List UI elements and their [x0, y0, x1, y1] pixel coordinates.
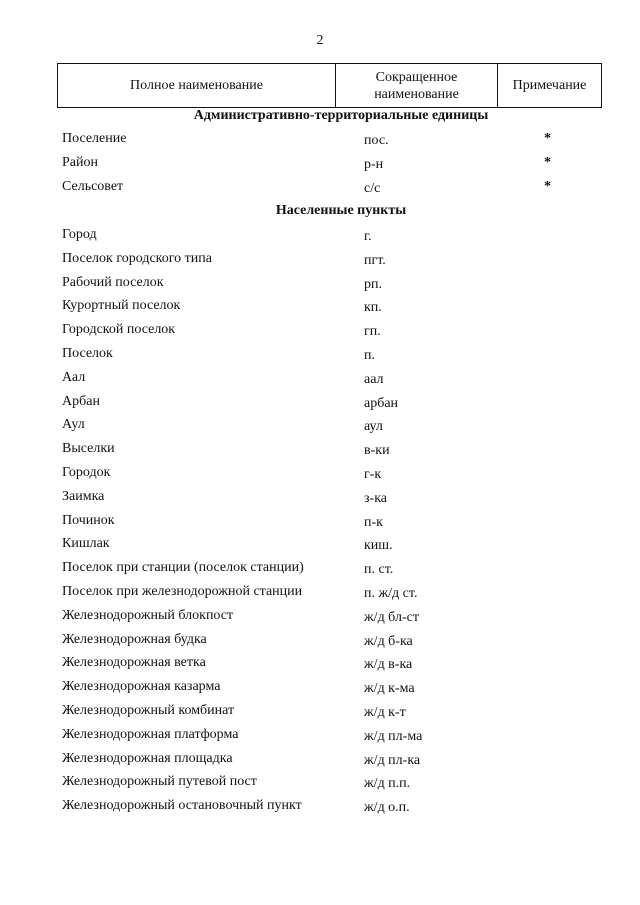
page-number: 2 [316, 33, 324, 48]
table-row [62, 725, 562, 749]
section-title-settlements: Населенные пункты [275, 203, 407, 218]
table-row [62, 511, 562, 535]
full-name-cell: Арбан [62, 393, 100, 409]
table-row [62, 677, 562, 701]
full-name-cell: Починок [62, 512, 115, 528]
short-name-cell: рп. [364, 276, 382, 292]
full-name-cell: Железнодорожная площадка [62, 750, 233, 766]
full-name-cell: Курортный поселок [62, 298, 181, 314]
table-row [62, 558, 562, 582]
short-name-cell: аул [364, 419, 383, 435]
full-name-cell: Заимка [62, 488, 105, 504]
table-row [62, 273, 562, 297]
table-row [62, 415, 562, 439]
admin-units-list [62, 129, 562, 200]
table-row [62, 630, 562, 654]
short-name-cell: п. [364, 347, 375, 363]
table-row [62, 153, 562, 177]
table-row [62, 463, 562, 487]
short-name-cell: п. ст. [364, 562, 394, 578]
short-name-cell: ж/д к-т [364, 704, 406, 720]
full-name-cell: Рабочий поселок [62, 274, 164, 290]
short-name-cell: пгт. [364, 252, 386, 268]
table-row [62, 320, 562, 344]
short-name-cell: ж/д бл-ст [364, 609, 419, 625]
settlements-list [62, 225, 562, 820]
full-name-cell: Поселок [62, 345, 113, 361]
full-name-cell: Аал [62, 369, 86, 385]
short-name-cell: ж/д о.п. [364, 800, 410, 816]
short-name-cell: пос. [364, 133, 389, 148]
full-name-cell: Городской поселок [62, 322, 176, 338]
full-name-cell: Железнодорожная будка [62, 631, 207, 647]
short-name-cell: ж/д п.п. [364, 776, 411, 792]
table-row [62, 749, 562, 773]
table-row [62, 225, 562, 249]
full-name-cell: Железнодорожная казарма [62, 679, 221, 695]
full-name-cell: Выселки [62, 441, 115, 457]
short-name-cell: с/с [364, 180, 381, 196]
full-name-cell: Город [62, 227, 97, 242]
table-row [62, 534, 562, 558]
full-name-cell: Железнодорожный комбинат [62, 702, 235, 718]
note-cell: * [544, 178, 551, 194]
full-name-cell: Поселок городского типа [62, 250, 212, 266]
full-name-cell: Железнодорожный блокпост [62, 607, 234, 623]
full-name-cell: Кишлак [62, 536, 110, 552]
full-name-cell: Железнодорожный остановочный пункт [62, 798, 302, 814]
table-row [62, 606, 562, 630]
table-row [62, 296, 562, 320]
short-name-cell: арбан [364, 395, 399, 411]
short-name-cell: ж/д пл-ка [364, 752, 421, 768]
full-name-cell: Железнодорожная ветка [62, 655, 206, 671]
short-name-cell: п. ж/д ст. [364, 585, 418, 601]
header-note: Примечание [512, 78, 587, 93]
table-row [62, 701, 562, 725]
short-name-cell: гп. [364, 324, 381, 340]
table-row [62, 439, 562, 463]
table-row [62, 653, 562, 677]
table-row [62, 772, 562, 796]
full-name-cell: Поселок при станции (поселок станции) [62, 560, 304, 576]
full-name-cell: Поселок при железнодорожной станции [62, 583, 303, 599]
table-row [62, 392, 562, 416]
full-name-cell: Железнодорожная платформа [62, 726, 239, 742]
header-short-name: Сокращенное наименование [336, 64, 498, 107]
full-name-cell: Городок [62, 464, 111, 480]
table-row [62, 582, 562, 606]
table-row [62, 249, 562, 273]
table-row [62, 129, 562, 153]
full-name-cell: Сельсовет [62, 178, 124, 194]
full-name-cell: Поселение [62, 131, 127, 146]
short-name-cell: г. [364, 229, 372, 244]
table-row [62, 796, 562, 820]
note-cell: * [544, 131, 551, 146]
short-name-cell: кп. [364, 300, 382, 316]
full-name-cell: Район [62, 154, 98, 170]
table-row [62, 487, 562, 511]
short-name-cell: г-к [364, 466, 382, 482]
full-name-cell: Аул [62, 417, 85, 433]
section-title-admin-units: Административно-территориальные единицы [193, 108, 489, 123]
table-header [57, 63, 602, 108]
full-name-cell: Железнодорожный путевой пост [62, 774, 257, 790]
short-name-cell: ж/д б-ка [364, 633, 413, 649]
table-row [62, 368, 562, 392]
short-name-cell: киш. [364, 538, 393, 554]
header-full-name: Полное наименование [58, 64, 336, 107]
short-name-cell: п-к [364, 514, 383, 530]
table-row [62, 344, 562, 368]
short-name-cell: р-н [364, 156, 384, 172]
short-name-cell: ж/д пл-ма [364, 728, 423, 744]
short-name-cell: в-ки [364, 443, 390, 459]
note-cell: * [544, 154, 551, 170]
short-name-cell: ж/д в-ка [364, 657, 413, 673]
short-name-cell: аал [364, 371, 384, 387]
short-name-cell: з-ка [364, 490, 387, 506]
short-name-cell: ж/д к-ма [364, 681, 415, 697]
table-row [62, 177, 562, 201]
